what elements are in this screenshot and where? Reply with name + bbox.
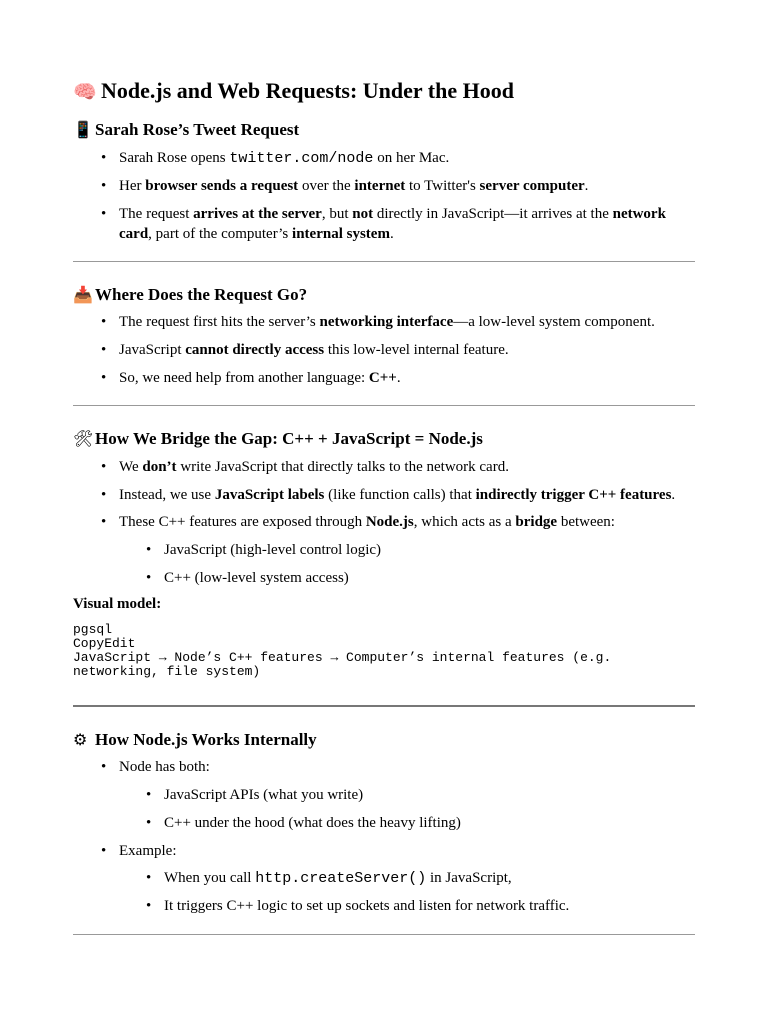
sub-list-item: • It triggers C++ logic to set up sockets and listen for network traffic. (146, 898, 570, 914)
inbox-tray-icon: 📥 (73, 285, 93, 304)
visual-model-label: Visual model: (73, 596, 162, 612)
mobile-phone-icon: 📱 (73, 120, 93, 139)
divider (73, 934, 695, 935)
sub-list-item: • C++ (low-level system access) (146, 570, 349, 586)
inline-code: twitter.com/node (229, 150, 374, 167)
list-item: • The request first hits the server’s networking interface—a low-level system component. (101, 314, 655, 330)
list-item: • Instead, we use JavaScript labels (like function calls) that indirectly trigger C++ features. (101, 487, 676, 503)
hammer-wrench-icon: 🛠 (73, 429, 94, 448)
section-heading-bridge-gap (73, 429, 483, 449)
sub-list-item: • JavaScript APIs (what you write) (146, 787, 364, 803)
code-block: pgsql CopyEdit JavaScript → Node’s C++ features → Computer’s internal features (e.g. networking, file system) (73, 622, 612, 679)
list-item: • Example: (101, 843, 177, 859)
section-heading-request-destination (73, 285, 307, 305)
divider (73, 405, 695, 406)
list-item: • Sarah Rose opens twitter.com/node on her Mac. (101, 150, 450, 167)
list-item: • The request arrives at the server, but not directly in JavaScript—it arrives at the network card, part of the computer’s internal system. (101, 206, 666, 242)
section-heading-node-internals (73, 730, 317, 750)
gear-icon: ⚙ (73, 730, 88, 749)
sub-list-item: • C++ under the hood (what does the heavy lifting) (146, 815, 461, 831)
section-heading-text: Where Does the Request Go? (95, 285, 308, 304)
list-item: • So, we need help from another language: C++. (101, 370, 401, 386)
divider (73, 705, 695, 707)
list-item: • We don’t write JavaScript that directly talks to the network card. (101, 459, 509, 475)
section-heading-text: How Node.js Works Internally (95, 730, 317, 749)
list-item: • Node has both: (101, 759, 210, 775)
sub-list-item: • When you call http.createServer() in JavaScript, (146, 870, 512, 887)
list-item: • JavaScript cannot directly access this low-level internal feature. (101, 342, 509, 358)
sub-list-item: • JavaScript (high-level control logic) (146, 542, 382, 558)
page-title-text: Node.js and Web Requests: Under the Hood (101, 78, 514, 103)
divider (73, 261, 695, 262)
section-heading-text: Sarah Rose’s Tweet Request (95, 120, 300, 139)
inline-code: http.createServer() (255, 870, 427, 887)
section-heading-text: How We Bridge the Gap: C++ + JavaScript = Node.js (95, 429, 483, 448)
page-title (73, 78, 514, 104)
list-item: • Her browser sends a request over the internet to Twitter's server computer. (101, 178, 589, 194)
section-heading-tweet-request (73, 120, 299, 140)
list-item: • These C++ features are exposed through Node.js, which acts as a bridge between: (101, 514, 615, 530)
brain-icon: 🧠 (73, 81, 97, 103)
